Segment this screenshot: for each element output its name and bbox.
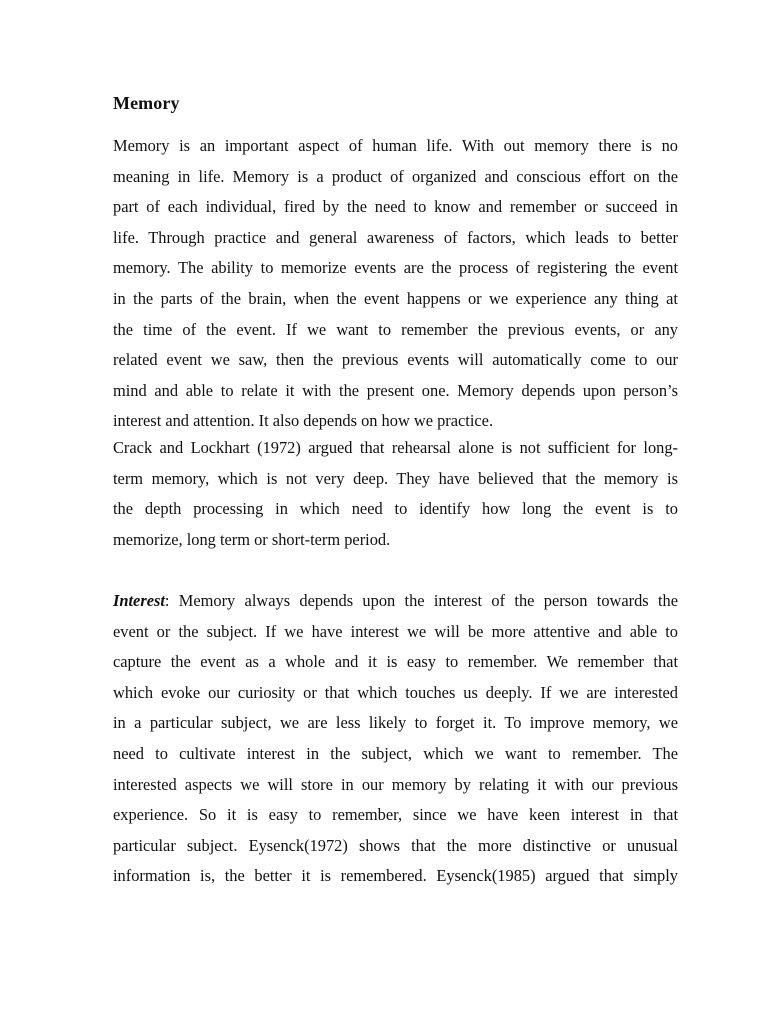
text-line: term memory, which is not very deep. They have believed that the memory is [113,468,678,488]
text-line: mind and able to relate it with the present one. Memory depends upon person’s [113,380,678,400]
text-line: event or the subject. If we have interest we will be more attentive and able to [113,621,678,641]
paragraph-memory-intro [113,131,678,437]
text-line: in a particular subject, we are less likely to forget it. To improve memory, we [113,713,678,733]
page-title: Memory [113,93,180,113]
interest-term: Interest [113,591,165,610]
text-line: capture the event as a whole and it is easy to remember. We remember that [113,652,678,672]
paragraph-craik-lockhart [113,433,678,555]
paragraph-interest [113,586,678,892]
text-line: Crack and Lockhart (1972) argued that rehearsal alone is not sufficient for long- [113,438,678,457]
text-line: part of each individual, fired by the need to know and remember or succeed in [113,197,678,217]
text-line [113,586,678,617]
text-line: memory. The ability to memorize events are the process of registering the event [113,258,678,278]
text-line: particular subject. Eysenck(1972) shows that the more distinctive or unusual [113,835,678,855]
text-line: information is, the better it is remembered. Eysenck(1985) argued that simply [113,866,678,886]
text-line: interested aspects we will store in our memory by relating it with our previous [113,774,678,794]
text-line: need to cultivate interest in the subject, which we want to remember. The [113,743,678,763]
text-line: which evoke our curiosity or that which touches us deeply. If we are interested [113,682,678,702]
text-line: the depth processing in which need to identify how long the event is to [113,499,678,519]
text-line: life. Through practice and general awareness of factors, which leads to better [113,227,678,247]
text-line: the time of the event. If we want to remember the previous events, or any [113,319,678,339]
text-line: in the parts of the brain, when the event happens or we experience any thing at [113,288,678,308]
text-line: related event we saw, then the previous events will automatically come to our [113,350,678,370]
interest-first-line-text: : Memory always depends upon the interest of the person towards the [164,591,678,610]
text-line: Memory is an important aspect of human life. With out memory there is no [113,136,678,155]
text-line: interest and attention. It also depends on how we practice. [113,411,494,431]
text-line: meaning in life. Memory is a product of organized and conscious effort on the [113,166,678,186]
text-line: memorize, long term or short-term period. [113,529,391,549]
text-line: experience. So it is easy to remember, since we have keen interest in that [113,805,678,825]
